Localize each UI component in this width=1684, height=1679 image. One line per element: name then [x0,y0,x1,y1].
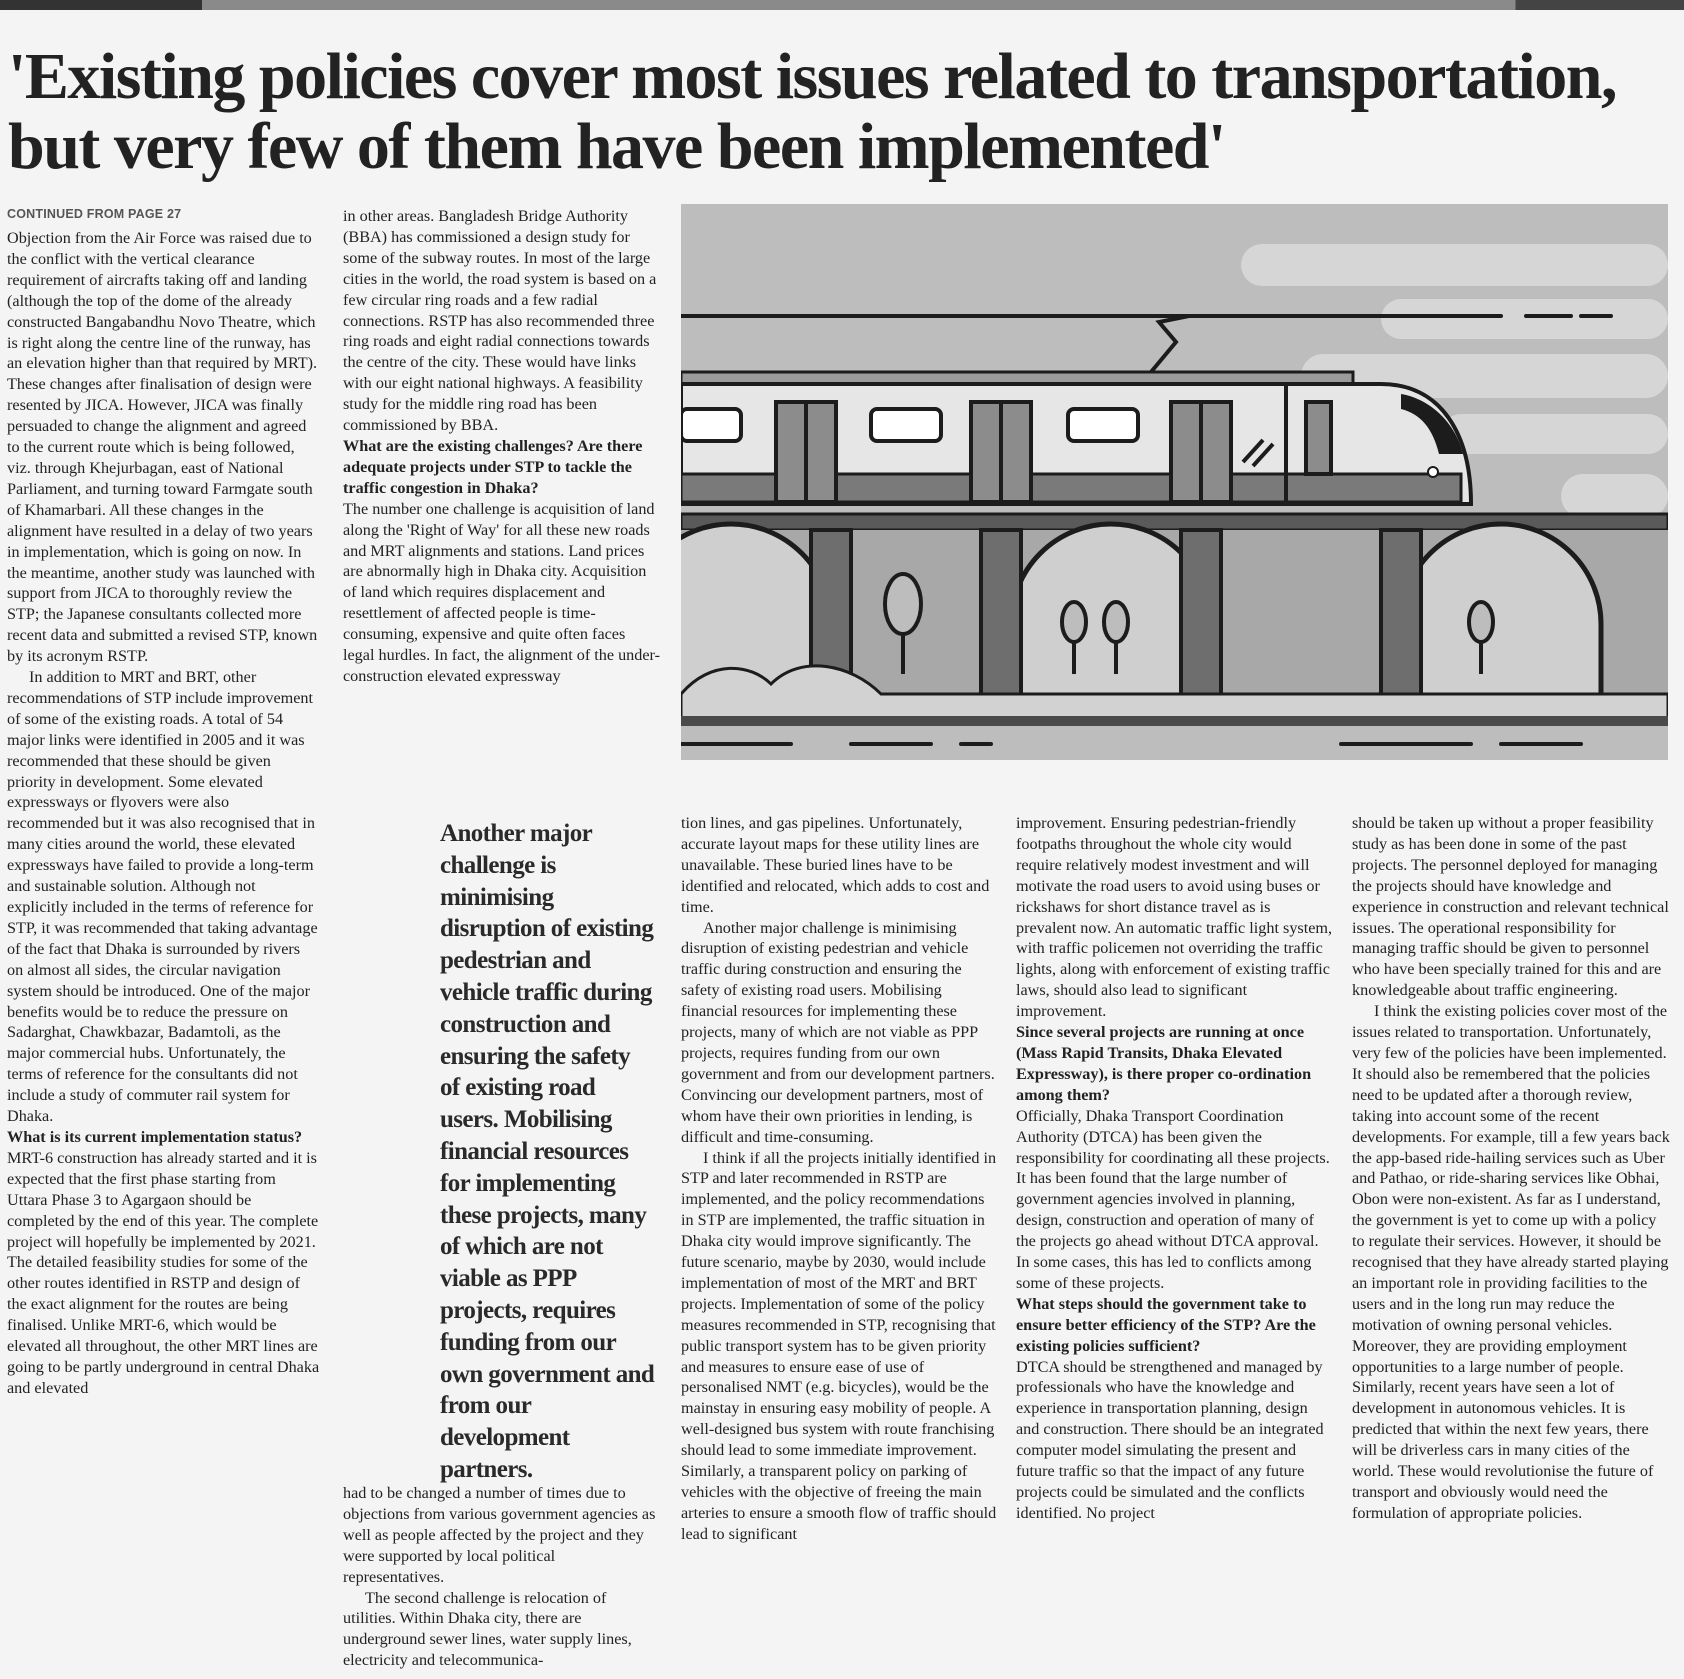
interview-question: What steps should the government take to ensure better efficiency of the STP? Are the existing policies sufficient? [1016,1294,1316,1355]
top-rule [0,0,1684,10]
article-column-1 [7,206,320,1399]
elevated-metro-train-icon [681,204,1668,760]
continued-from-label: CONTINUED FROM PAGE 27 [7,207,182,221]
body-paragraph: The number one challenge is acquisition of land along the 'Right of Way' for all these new roads and MRT alignments and stations. Land prices are abnormally high in Dhaka city. Acquisition of land which requires displacement and resettlement of affected people is time-consuming, expensive and quite often faces legal hurdles. In fact, the alignment of the under-construction elevated expressway [343,499,661,685]
body-paragraph: Another major challenge is minimising disruption of existing pedestrian and vehicle traffic during construction and ensuring the safety of existing road users. Mobilising financial resources for implementing these projects, many of which are not viable as PPP projects, requires funding from our own government and from our development partners. Convincing our development partners, most of whom have their own priorities in lending, is difficult and time-consuming. [681,918,995,1146]
body-paragraph: In addition to MRT and BRT, other recommendations of STP include improvement of some of the existing roads. A total of 54 major links were identified in 2005 and it was recommended that these should be given priority in development. Some elevated expressways or flyovers were also recommended but it was also recognised that in many cities around the world, these elevated expressways have failed to provide a long-term and sustainable solution. Although not explicitly included in the terms of reference for STP, it was recommended that taking advantage of the fact that Dhaka is surrounded by rivers on almost all sides, the circular navigation system should be introduced. One of the major benefits would be to reduce the pressure on Sadarghat, Chawkbazar, Badamtoli, as the major commercial hubs. Unfortunately, the terms of reference for the consultants did not include a study of commuter rail system for Dhaka. [7,668,318,1126]
body-paragraph: improvement. Ensuring pedestrian-friendly footpaths throughout the whole city would require relatively modest investment and will motivate the road users to avoid using buses or rickshaws for short distance travel as is prevalent now. An automatic traffic light system, with traffic policemen not overriding the traffic lights, along with enforcement of existing traffic laws, should also lead to significant improvement. [1016,814,1333,1021]
body-paragraph: DTCA should be strengthened and managed by professionals who have the knowledge and experience in transportation planning, design and construction. There should be an integrated computer model simulating the present and future traffic so that the impact of any future projects could be simulated and the conflicts identified. No project [1016,1357,1324,1522]
article-column-3 [681,813,998,1545]
body-paragraph: Officially, Dhaka Transport Coordination Authority (DTCA) has been given the responsibility for coordinating all these projects. It has been found that the large number of government agencies involved in planning, design, construction and operation of many of the projects go ahead without DTCA approval. In some cases, this has led to conflicts among some of these projects. [1016,1106,1330,1292]
body-paragraph: had to be changed a number of times due to objections from various government agencies as well as people affected by the project and they were supported by local political representatives. [343,1484,656,1586]
article-column-2-top [343,206,660,687]
article-column-4 [1016,813,1333,1524]
body-paragraph: MRT-6 construction has already started and it is expected that the first phase starting from Uttara Phase 3 to Agargaon should be completed by the end of this year. The complete project will hopefully be implemented by 2021. The detailed feasibility studies for some of the other routes identified in RSTP and design of the exact alignment for the routes are being finalised. Unlike MRT-6, which would be elevated all throughout, the other MRT lines are going to be partly underground in central Dhaka and elevated [7,1148,320,1397]
body-paragraph: The second challenge is relocation of utilities. Within Dhaka city, there are underground sewer lines, water supply lines, electricity and telecommunica- [343,1588,632,1670]
body-paragraph: Objection from the Air Force was raised due to the conflict with the vertical clearance requirement of aircrafts taking off and landing (although the top of the dome of the already constructed Bangabandhu Novo Theatre, which is right along the centre line of the runway, has an elevation higher than that required by MRT). These changes after finalisation of design were resented by JICA. However, JICA was finally persuaded to change the alignment and agreed to the current route which is being followed, viz. through Khejurbagan, east of National Parliament, and turning toward Farmgate south of Khamarbari. All these changes in the alignment have resulted in a delay of two years in implementation, which is going on now. In the meantime, another study was launched with support from JICA to thoroughly review the STP; the Japanese consultants collected more recent data and submitted a revised STP, known by its acronym RSTP. [7,229,318,666]
body-paragraph: I think the existing policies cover most of the issues related to transportation. Unfortunately, very few of the policies have been implemented. It should also be remembered that the policies need to be updated after a thorough review, taking into account some of the recent developments. For example, till a few years back the app-based ride-hailing services such as Uber and Pathao, or ride-sharing services like Obhai, Obon were non-existent. As far as I understand, the government is yet to come up with a policy to regulate their services. However, it should be recognised that they have already started playing an important role in providing facilities to the users and in the long run may reduce the motivation of owning personal vehicles. Moreover, they are providing employment opportunities to a large number of people. Similarly, recent years have seen a lot of development in autonomous vehicles. It is predicted that within the next few years, there will be driverless cars in many cities of the world. These would revolutionise the future of transport and obviously would need the formulation of appropriate policies. [1352,1002,1670,1522]
body-paragraph: should be taken up without a proper feasibility study as has been done in some of the past projects. The personnel deployed for managing the projects should have knowledge and experience in construction and relevant technical issues. The operational responsibility for managing traffic should be given to personnel who have been specially trained for this and are knowledgeable about traffic engineering. [1352,814,1669,1000]
interview-question: Since several projects are running at once (Mass Rapid Transits, Dhaka Elevated Expressway), is there proper co-ordination among them? [1016,1023,1312,1104]
interview-question: What is its current implementation status? [7,1127,303,1146]
article-column-2-bottom [343,1483,660,1671]
illustration [681,204,1668,760]
body-paragraph: I think if all the projects initially identified in STP and later recommended in RSTP are implemented, and the policy recommendations in STP are implemented, the traffic situation in Dhaka city would improve significantly. The future scenario, maybe by 2030, would include implementation of most of the MRT and BRT projects. Implementation of some of the policy measures recommended in STP, recognising that public transport system has to be given priority and measures to ensure ease of use of personalised NMT (e.g. bicycles), would be the mainstay in ensuring easy mobility of people. A well-designed bus system with route franchising should lead to some immediate improvement. Similarly, a transparent policy on parking of vehicles with the objective of freeing the main arteries to ensure a smooth flow of traffic should lead to significant [681,1148,997,1543]
body-paragraph: in other areas. Bangladesh Bridge Authority (BBA) has commissioned a design study for some of the subway routes. In most of the large cities in the world, the road system is based on a few circular ring roads and a few radial connections. RSTP has also recommended three ring roads and eight radial connections towards the centre of the city. These would have links with our eight national highways. A feasibility study for the middle ring road has been commissioned by BBA. [343,207,657,435]
headline-line-1: 'Existing policies cover most issues related to transportation, [8,40,1616,113]
pull-quote: Another major challenge is minimising disruption of existing pedestrian and vehicle traffic during construction and ensuring the safety of existing road users. Mobilising financial resources for implementing these projects, many of which are not viable as PPP projects, requires funding from our own government and from our development partners. [440,820,655,1483]
article-column-5 [1352,813,1670,1524]
headline [8,42,1668,182]
headline-line-2: but very few of them have been implemented' [8,110,1225,183]
body-paragraph: tion lines, and gas pipelines. Unfortunately, accurate layout maps for these utility lines are unavailable. These buried lines have to be identified and relocated, which adds to cost and time. [681,814,990,916]
interview-question: What are the existing challenges? Are there adequate projects under STP to tackle the traffic congestion in Dhaka? [343,436,643,497]
